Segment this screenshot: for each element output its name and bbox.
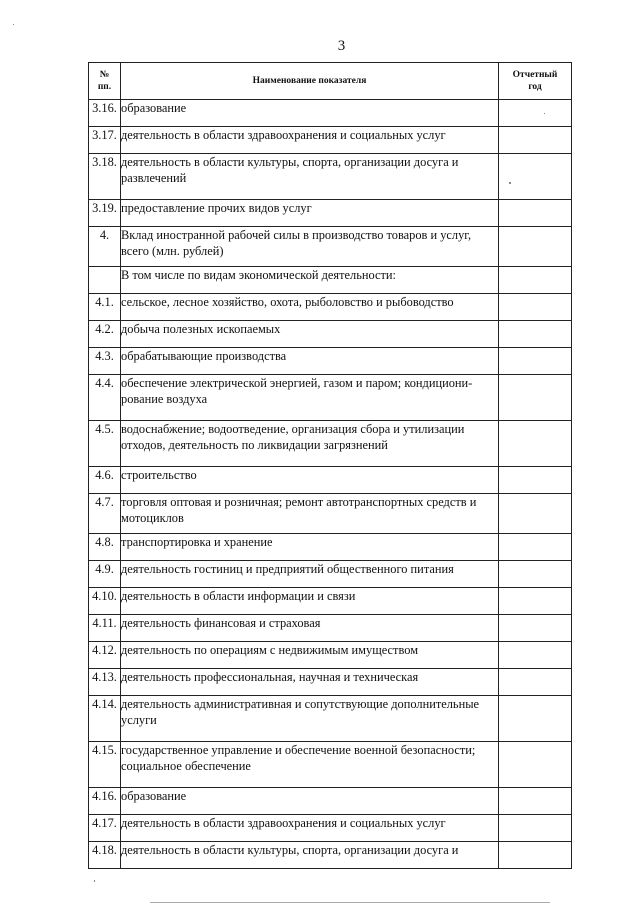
table-row — [89, 742, 572, 788]
table-header-row — [89, 63, 572, 100]
row-indicator: Вклад иностранной рабочей силы в производство товаров и услуг, всего (млн. рублей) — [121, 227, 499, 267]
table-row — [89, 227, 572, 267]
table-row — [89, 267, 572, 294]
row-indicator: деятельность профессиональная, научная и техническая — [121, 669, 499, 696]
row-value-cell — [499, 267, 572, 294]
row-indicator: строительство — [121, 467, 499, 494]
row-value-cell — [499, 842, 572, 869]
row-value-cell — [499, 788, 572, 815]
table-row — [89, 154, 572, 200]
row-indicator: деятельность в области культуры, спорта, организации досуга и — [121, 842, 499, 869]
table-row — [89, 294, 572, 321]
row-value-cell — [499, 154, 572, 200]
row-value-cell — [499, 588, 572, 615]
scan-dot — [94, 880, 95, 882]
row-number: 4.5. — [89, 421, 121, 467]
row-value-cell — [499, 696, 572, 742]
table-row — [89, 669, 572, 696]
row-number: 3.17. — [89, 127, 121, 154]
row-number: 4.2. — [89, 321, 121, 348]
row-number: 4.11. — [89, 615, 121, 642]
row-number: 4.4. — [89, 375, 121, 421]
table-row — [89, 788, 572, 815]
row-value-cell — [499, 815, 572, 842]
row-value-cell — [499, 742, 572, 788]
table-row — [89, 494, 572, 534]
row-number: 4.3. — [89, 348, 121, 375]
table-row — [89, 534, 572, 561]
row-value-cell — [499, 127, 572, 154]
row-indicator: обеспечение электрической энергией, газом и паром; кондициони-рование воздуха — [121, 375, 499, 421]
table-row — [89, 815, 572, 842]
table-row — [89, 615, 572, 642]
header-name: Наименование показателя — [121, 63, 499, 100]
table-row — [89, 561, 572, 588]
table-row — [89, 421, 572, 467]
row-indicator: деятельность гостиниц и предприятий общественного питания — [121, 561, 499, 588]
row-number: 4.17. — [89, 815, 121, 842]
table-row — [89, 642, 572, 669]
row-number: 4.8. — [89, 534, 121, 561]
row-value-cell — [499, 200, 572, 227]
row-indicator: государственное управление и обеспечение военной безопасности; социальное обеспечение — [121, 742, 499, 788]
header-year: Отчетный год — [499, 63, 572, 100]
row-indicator: торговля оптовая и розничная; ремонт автотранспортных средств и мотоциклов — [121, 494, 499, 534]
row-indicator: транспортировка и хранение — [121, 534, 499, 561]
scan-dot — [544, 113, 545, 114]
page-number: 3 — [337, 38, 346, 54]
row-number: 4.10. — [89, 588, 121, 615]
indicator-table — [88, 62, 572, 869]
row-indicator: В том числе по видам экономической деятельности: — [121, 267, 499, 294]
row-number: 3.19. — [89, 200, 121, 227]
row-number: 4.14. — [89, 696, 121, 742]
row-indicator: деятельность в области информации и связи — [121, 588, 499, 615]
row-indicator: образование — [121, 100, 499, 127]
row-value-cell — [499, 294, 572, 321]
row-indicator: сельское, лесное хозяйство, охота, рыболовство и рыбоводство — [121, 294, 499, 321]
row-value-cell — [499, 669, 572, 696]
row-number: 4. — [89, 227, 121, 267]
row-value-cell — [499, 534, 572, 561]
table-row — [89, 127, 572, 154]
table-row — [89, 375, 572, 421]
row-value-cell — [499, 375, 572, 421]
row-indicator: добыча полезных ископаемых — [121, 321, 499, 348]
row-value-cell — [499, 615, 572, 642]
table-row — [89, 100, 572, 127]
row-indicator: обрабатывающие производства — [121, 348, 499, 375]
table-row — [89, 467, 572, 494]
row-value-cell — [499, 100, 572, 127]
row-number: 4.15. — [89, 742, 121, 788]
row-indicator: деятельность в области здравоохранения и социальных услуг — [121, 815, 499, 842]
row-number: 4.6. — [89, 467, 121, 494]
scan-dot — [13, 24, 14, 25]
table-row — [89, 588, 572, 615]
row-number: 4.7. — [89, 494, 121, 534]
row-number: 4.1. — [89, 294, 121, 321]
row-indicator: деятельность административная и сопутствующие дополнительные услуги — [121, 696, 499, 742]
row-number: 4.12. — [89, 642, 121, 669]
scan-dot — [509, 182, 511, 184]
row-indicator: образование — [121, 788, 499, 815]
row-value-cell — [499, 494, 572, 534]
table-row — [89, 696, 572, 742]
row-value-cell — [499, 467, 572, 494]
row-indicator: деятельность по операциям с недвижимым имуществом — [121, 642, 499, 669]
row-value-cell — [499, 348, 572, 375]
row-indicator: деятельность в области культуры, спорта, организации досуга и развлечений — [121, 154, 499, 200]
header-num: № пп. — [89, 63, 121, 100]
row-number: 4.18. — [89, 842, 121, 869]
row-value-cell — [499, 561, 572, 588]
row-number: 3.16. — [89, 100, 121, 127]
row-indicator: предоставление прочих видов услуг — [121, 200, 499, 227]
row-indicator: деятельность финансовая и страховая — [121, 615, 499, 642]
scan-edge-line — [150, 902, 550, 903]
row-number: 4.9. — [89, 561, 121, 588]
row-indicator: деятельность в области здравоохранения и социальных услуг — [121, 127, 499, 154]
row-number: 4.13. — [89, 669, 121, 696]
table-row — [89, 321, 572, 348]
row-indicator: водоснабжение; водоотведение, организация сбора и утилизации отходов, деятельность по ликвидации загрязнений — [121, 421, 499, 467]
row-value-cell — [499, 421, 572, 467]
row-value-cell — [499, 321, 572, 348]
table-row — [89, 842, 572, 869]
table-row — [89, 348, 572, 375]
row-number — [89, 267, 121, 294]
row-value-cell — [499, 227, 572, 267]
row-value-cell — [499, 642, 572, 669]
row-number: 3.18. — [89, 154, 121, 200]
row-number: 4.16. — [89, 788, 121, 815]
table-row — [89, 200, 572, 227]
